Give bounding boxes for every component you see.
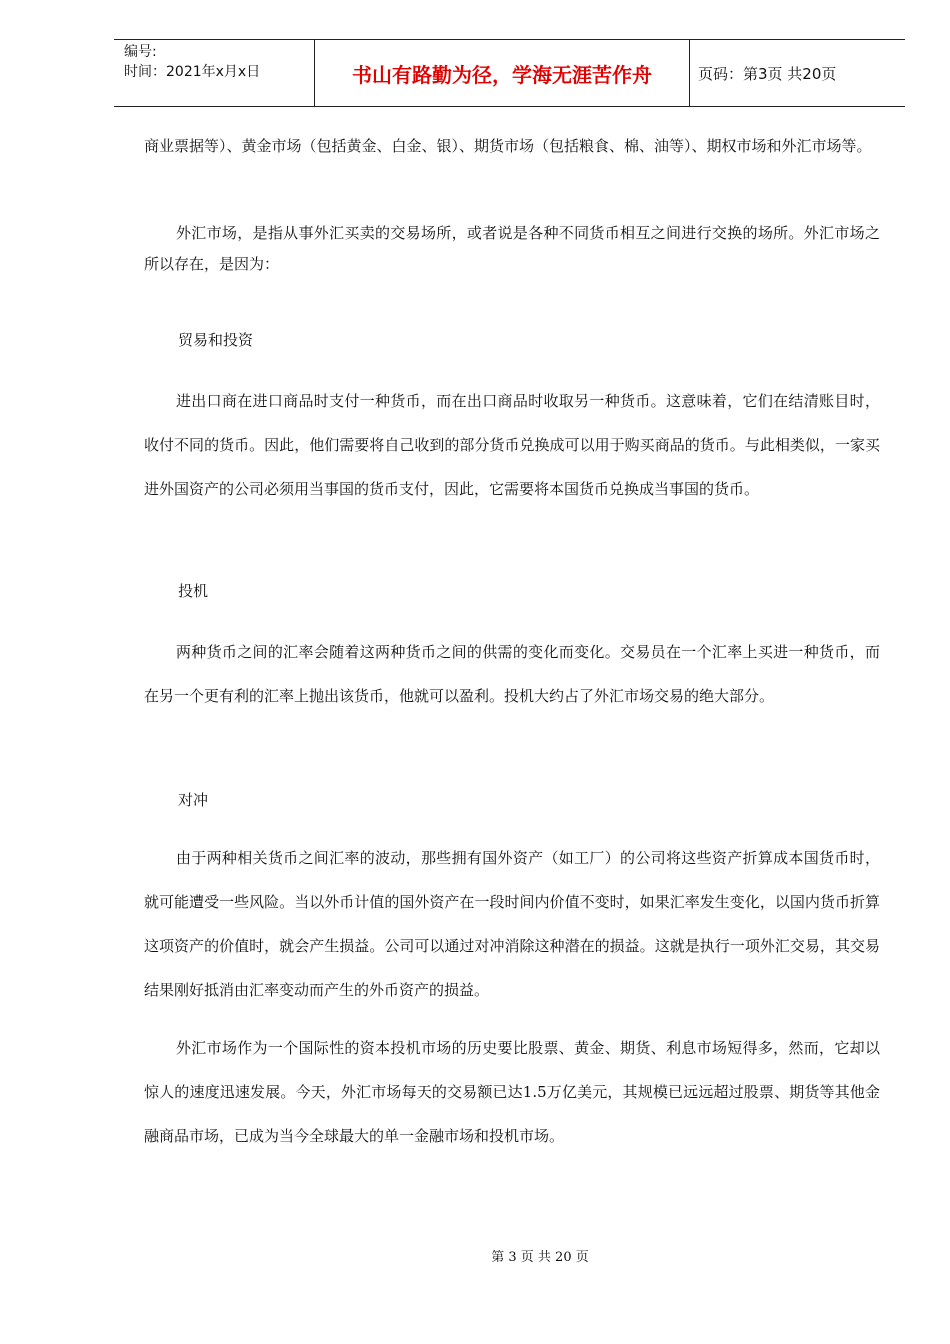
heading-hedging: 对冲 (178, 791, 209, 809)
header-meta-cell (114, 40, 315, 106)
paragraph-forex-growth: 外汇市场作为一个国际性的资本投机市场的历史要比股票、黄金、期货、利息市场短得多，然而，它却以惊人的速度迅速发展。今天，外汇市场每天的交易额已达1.5万亿美元，其规模已远远超过股票、期货等其他金融商品市场，已成为当今全球最大的单一金融市场和投机市场。 (144, 1039, 880, 1145)
paragraph-forex-definition: 外汇市场，是指从事外汇买卖的交易场所，或者说是各种不同货币相互之间进行交换的场所。外汇市场之所以存在，是因为： (144, 224, 880, 273)
page-footer-number: 第 3 页 共 20 页 (491, 1250, 589, 1265)
heading-trade-investment: 贸易和投资 (178, 331, 254, 349)
document-number-label: 编号: (124, 44, 157, 60)
paragraph-speculation: 两种货币之间的汇率会随着这两种货币之间的供需的变化而变化。交易员在一个汇率上买进一种货币，而在另一个更有利的汇率上抛出该货币，他就可以盈利。投机大约占了外汇市场交易的绝大部分。 (144, 643, 880, 705)
document-date-label: 时间：2021年x月x日 (124, 64, 261, 80)
paragraph-markets-continued: 商业票据等）、黄金市场（包括黄金、白金、银）、期货市场（包括粮食、棉、油等）、期权市场和外汇市场等。 (144, 137, 872, 155)
paragraph-trade-investment: 进出口商在进口商品时支付一种货币，而在出口商品时收取另一种货币。这意味着，它们在结清账目时，收付不同的货币。因此，他们需要将自己收到的部分货币兑换成可以用于购买商品的货币。与此相类似，一家买进外国资产的公司必须用当事国的货币支付，因此，它需要将本国货币兑换成当事国的货币。 (144, 392, 880, 498)
page-header (114, 39, 905, 107)
paragraph-hedging: 由于两种相关货币之间汇率的波动，那些拥有国外资产（如工厂）的公司将这些资产折算成本国货币时，就可能遭受一些风险。当以外币计值的国外资产在一段时间内价值不变时，如果汇率发生变化，以国内货币折算这项资产的价值时，就会产生损益。公司可以通过对冲消除这种潜在的损益。这就是执行一项外汇交易，其交易结果刚好抵消由汇率变动而产生的外币资产的损益。 (144, 849, 880, 999)
header-motto: 书山有路勤为径，学海无涯苦作舟 (315, 40, 690, 106)
header-page-info: 页码：第3页 共20页 (698, 64, 837, 83)
heading-speculation: 投机 (178, 582, 209, 600)
